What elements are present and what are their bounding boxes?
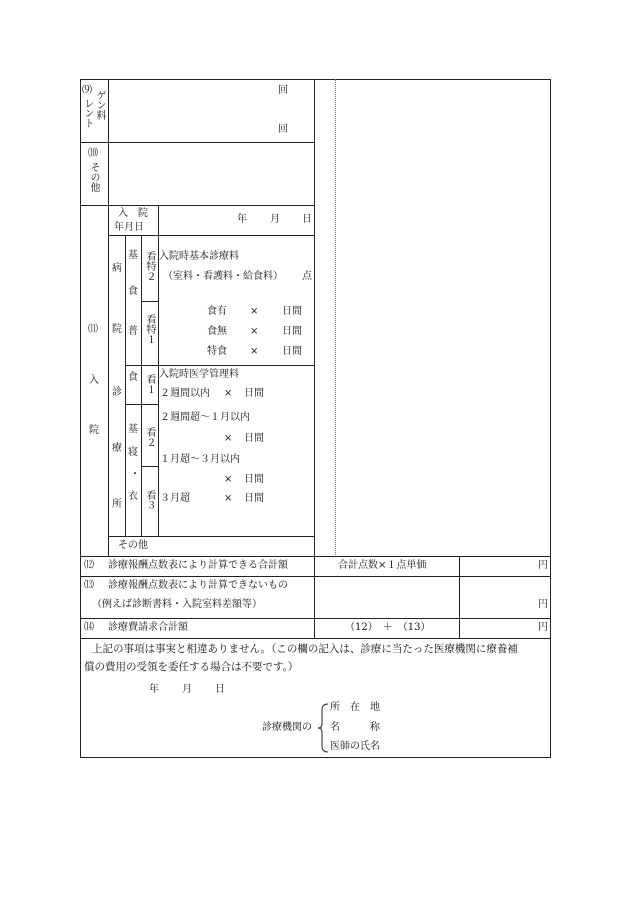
s12-calc: 合計点数×１点単価 [338,560,427,571]
frame-left [80,79,81,758]
s11-shoku-b: 食 [128,372,138,383]
s11-m3: ３月超 [160,493,190,504]
footer-nen: 年 [149,684,159,695]
s14-label: 診療費請求合計額 [108,622,188,633]
dotted-divider [335,79,336,557]
s11-kan2: 看２ [144,427,155,447]
s11-shoku-a: 食 [128,286,138,297]
s11-h4 [141,466,158,467]
s12-col1 [314,556,315,639]
s11-nyuin-a: 入 院 [118,208,148,219]
s11-ryo: 療 [112,443,122,454]
footer-meisho: 名 称 [330,722,380,733]
s11-date-row-bottom [108,235,315,236]
s11-shin: 診 [112,387,122,398]
s11-sho: 所 [112,499,122,510]
s11-h2 [125,365,315,366]
s11-kihon: 入院時基本診療料 [159,251,239,262]
s10-num: ⑽ [88,148,98,159]
s11-nichi2: 日間 [282,326,302,337]
s11-igaku: 入院時医学管理料 [159,369,239,380]
s9-col2: ゲン料 [94,90,105,120]
s11-label1: 入 [89,375,99,386]
s11-i: 衣 [128,491,138,502]
s11-sonota: その他 [118,540,148,551]
s11-x2: × [250,326,259,337]
s11-shin2: 寝 [128,447,138,458]
s11-num: ⑾ [88,324,98,335]
s11-ki: 基 [128,250,138,261]
s14-bottom [80,638,551,639]
s11-tsuki: 月 [270,214,280,225]
s11-h5 [108,536,315,537]
s11-nen: 年 [237,214,247,225]
s14-top [80,618,551,619]
s11-kihon-sub: （室料・看護料・給食料） [163,271,283,282]
s12-yen: 円 [538,560,548,571]
s12-label: 診療報酬点数表により計算できる合計額 [108,560,288,571]
s12-col2 [459,556,460,639]
s11-inner-right [158,235,159,536]
s11-fu: 普 [128,326,138,337]
s11-w2: ２週間以内 [160,388,210,399]
footer-kikan: 診療機関の [262,722,312,733]
s11-kan3: 看３ [144,490,155,510]
footer-text1: 上記の事項は事実と相違ありません。（この欄の記入は、診療に当たった医療機関に療養補 [92,643,518,655]
s11-kan-toku1: 看特１ [144,314,155,344]
s11-nyuin-b: 年月日 [114,222,144,233]
footer-hi: 日 [215,684,225,695]
s11-h3 [125,404,158,405]
s11-shokuu: 食有 [207,306,227,317]
s13-yen: 円 [538,599,548,610]
footer-tsuki: 月 [182,684,192,695]
s13-num: ⒀ [84,580,94,591]
s11-nichi4: 日間 [244,388,264,399]
s13-sub: （例えば診断書料・入院室料差額等） [92,599,262,610]
num-col-divider [108,79,109,557]
s11-tokushoku: 特食 [207,346,227,357]
footer-shozaichi: 所 在 地 [330,702,380,713]
s11-in: 院 [112,324,122,335]
s11-byo: 病 [112,263,122,274]
s14-calc: （12） ＋ （13） [345,622,431,633]
s11-x6: × [224,474,233,485]
s11-x3: × [250,346,259,357]
s9-col1: レント [82,98,93,128]
footer-text2: 償の費用の受領を委任する場合は不要です。） [84,661,299,673]
s11-col-a [125,235,126,536]
s11-kan-toku2: 看特２ [144,251,155,281]
s11-x7: × [224,493,233,504]
frame-right [550,79,551,758]
s11-kan1: 看１ [144,374,155,394]
s11-x1: × [250,306,259,317]
s10-label: その他 [88,162,99,192]
s12-num: ⑿ [84,560,94,571]
frame-bottom [80,757,551,758]
footer-brace-icon [316,702,330,754]
s10-bottom [80,205,315,206]
s11-ki2: 基 [128,424,138,435]
s11-nichi1: 日間 [282,306,302,317]
footer-ishi: 医師の氏名 [330,741,380,752]
s11-nichi6: 日間 [244,474,264,485]
s11-nichi3: 日間 [282,346,302,357]
s14-num: ⒁ [84,622,94,633]
s11-nichi5: 日間 [244,433,264,444]
s11-shokum: 食無 [207,326,227,337]
s11-hi: 日 [302,214,312,225]
s11-h1 [141,301,158,302]
s9-kai2: 回 [278,124,288,135]
s11-w2-1m: ２週間超〜１月以内 [160,412,250,423]
frame-top [80,79,551,80]
s9-kai1: 回 [278,85,288,96]
s13-label: 診療報酬点数表により計算できないもの [108,580,288,591]
s11-col-b [141,235,142,536]
s13-top [80,576,551,577]
s11-nichi7: 日間 [244,493,264,504]
s11-x4: × [224,388,233,399]
s9-num: ⑼ [82,85,92,96]
s9-bottom [80,142,315,143]
s11-dot: ・ [130,469,140,480]
main-divider [314,79,315,557]
s11-ten: 点 [302,271,312,282]
s11-m1-3: １月超〜３月以内 [160,454,240,465]
s11-x5: × [224,433,233,444]
s14-yen: 円 [538,622,548,633]
s12-top [80,556,551,557]
s11-label2: 院 [89,425,99,436]
